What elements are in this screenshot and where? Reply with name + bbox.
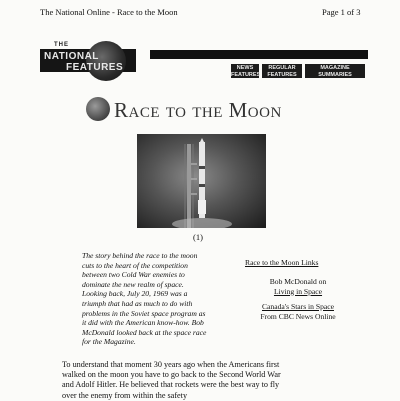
- rocket-launch-photo: [137, 134, 266, 228]
- page-title: Race to the Moon: [114, 98, 282, 122]
- rocket-image: [137, 134, 266, 228]
- link-text[interactable]: Living in Space: [273, 286, 323, 296]
- nav-news-features[interactable]: NEWS FEATURES: [231, 65, 261, 78]
- logo-features-text: FEATURES: [66, 62, 124, 73]
- links-heading[interactable]: Race to the Moon Links: [245, 258, 319, 267]
- banner-bar: [150, 50, 368, 59]
- link-suffix: From CBC News Online: [260, 311, 336, 321]
- nav-regular-features[interactable]: REGULAR FEATURES: [262, 64, 302, 78]
- logo-national-text: NATIONAL: [44, 51, 99, 62]
- photo-caption: (1): [193, 232, 203, 242]
- print-header-page-number: Page 1 of 3: [322, 7, 361, 17]
- logo-the-text: THE: [54, 42, 69, 48]
- moon-icon: [86, 97, 110, 121]
- print-header-title: The National Online - Race to the Moon: [40, 7, 178, 17]
- link-canadas-stars[interactable]: [243, 302, 353, 321]
- link-living-in-space[interactable]: [250, 277, 346, 296]
- nav-magazine-summaries[interactable]: MAGAZINE SUMMARIES: [305, 64, 365, 78]
- article-body: To understand that moment 30 years ago when the Americans first walked on the moon you have to go back to the Second World War and Adolf Hitler. He believed that rockets were the best way to fly over the enemy from within the safety: [62, 360, 281, 400]
- link-prefix: Bob McDonald on: [269, 277, 327, 286]
- article-intro: The story behind the race to the moon cuts to the heart of the competition between two Cold War enemies to dominate the new realm of space. Looking back, July 20, 1969 was a triumph that had as much to do with problems in the Soviet space program as it did with the American know-how. Bob McDonald looked back at the space race for the Magazine.: [82, 251, 207, 347]
- link-text[interactable]: Canada's Stars in Space: [261, 302, 334, 311]
